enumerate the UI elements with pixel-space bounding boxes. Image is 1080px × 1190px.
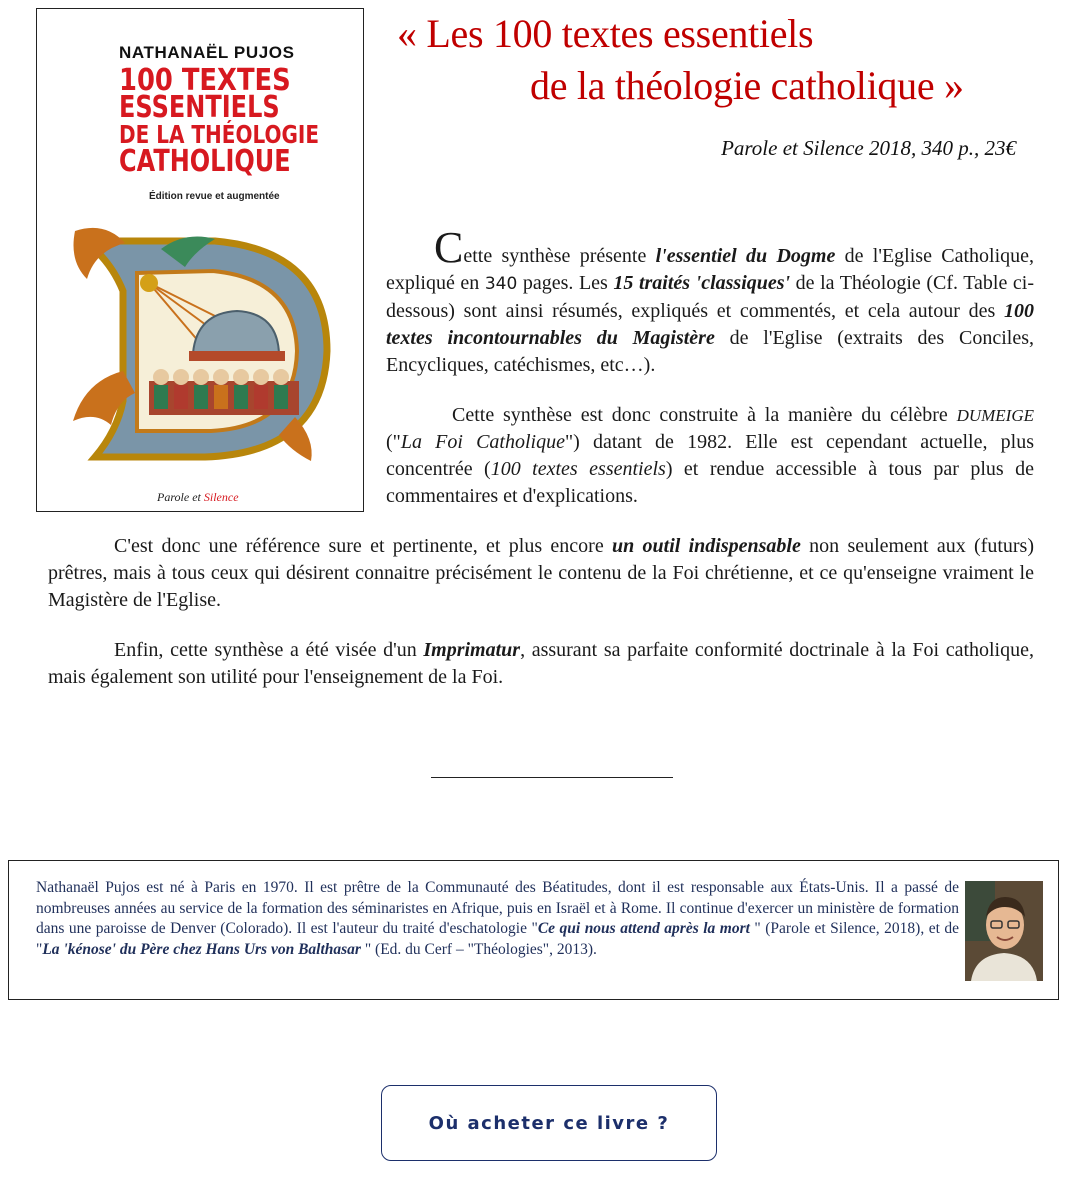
author-photo — [965, 881, 1043, 981]
description-paragraph: C'est donc une référence sure et pertinente, et plus encore un outil indispensable non seulement aux (futurs) prêtres, mais à tous ceux qui désirent connaitre précisément le contenu de la Foi chrétienne, et ce qu'enseigne vraiment le Magistère de l'Eglise. — [48, 535, 1034, 611]
cover-title-line: 100 TEXTES — [119, 63, 291, 98]
description-paragraph: Cette synthèse est donc construite à la manière du célèbre DUMEIGE ("La Foi Catholique") datant de 1982. Elle est cependant actuelle, plus concentrée (100 textes essentiels) et rendue accessible à tous par plus de commentaires et d'explications. — [386, 404, 1034, 507]
page-title-line-1: « Les 100 textes essentiels — [397, 11, 814, 56]
where-to-buy-button[interactable]: Où acheter ce livre ? — [381, 1085, 717, 1161]
drop-cap: C — [434, 223, 464, 272]
description-paragraph: Enfin, cette synthèse a été visée d'un Imprimatur, assurant sa parfaite conformité doctrinale à la Foi catholique, mais également son utilité pour l'enseignement de la Foi. — [48, 639, 1034, 688]
page-title-line-2: de la théologie catholique » — [530, 63, 964, 108]
cover-publisher: Parole et Silence — [157, 490, 239, 504]
publication-info: Parole et Silence 2018, 340 p., 23€ — [721, 136, 1016, 160]
cover-author: NATHANAËL PUJOS — [119, 43, 295, 62]
section-divider — [431, 777, 673, 778]
cover-title-line: ESSENTIELS — [119, 90, 280, 125]
cover-title — [119, 63, 359, 179]
cover-title-line: DE LA THÉOLOGIE — [119, 120, 320, 149]
book-description — [48, 223, 1035, 714]
author-bio-text: Nathanaël Pujos est né à Paris en 1970. Il est prêtre de la Communauté des Béatitudes, dont il est responsable aux États-Unis. Il a passé de nombreuses années au service de la formation des séminaristes en Afrique, puis en Israël et à Rome. Il continue d'exercer un ministère de formation dans une paroisse de Denver (Colorado). Il est l'auteur du traité d'eschatologie "Ce qui nous attend après la mort " (Parole et Silence, 2018), et de "La 'kénose' du Père chez Hans Urs von Balthasar " (Ed. du Cerf – "Théologies", 2013). — [36, 879, 959, 958]
cover-title-line: CATHOLIQUE — [119, 144, 291, 179]
description-paragraph: Cette synthèse présente l'essentiel du Dogme de l'Eglise Catholique, expliqué en 340 pages. Les 15 traités 'classiques' de la Théologie (Cf. Table ci-dessous) sont ainsi résumés, expliqués et commentés, et cela autour des 100 textes incontournables du Magistère de l'Eglise (extraits des Conciles, Encycliques, catéchismes, etc…). — [386, 223, 1035, 376]
cover-edition: Édition revue et augmentée — [149, 191, 280, 202]
author-bio-box — [8, 860, 1059, 1000]
